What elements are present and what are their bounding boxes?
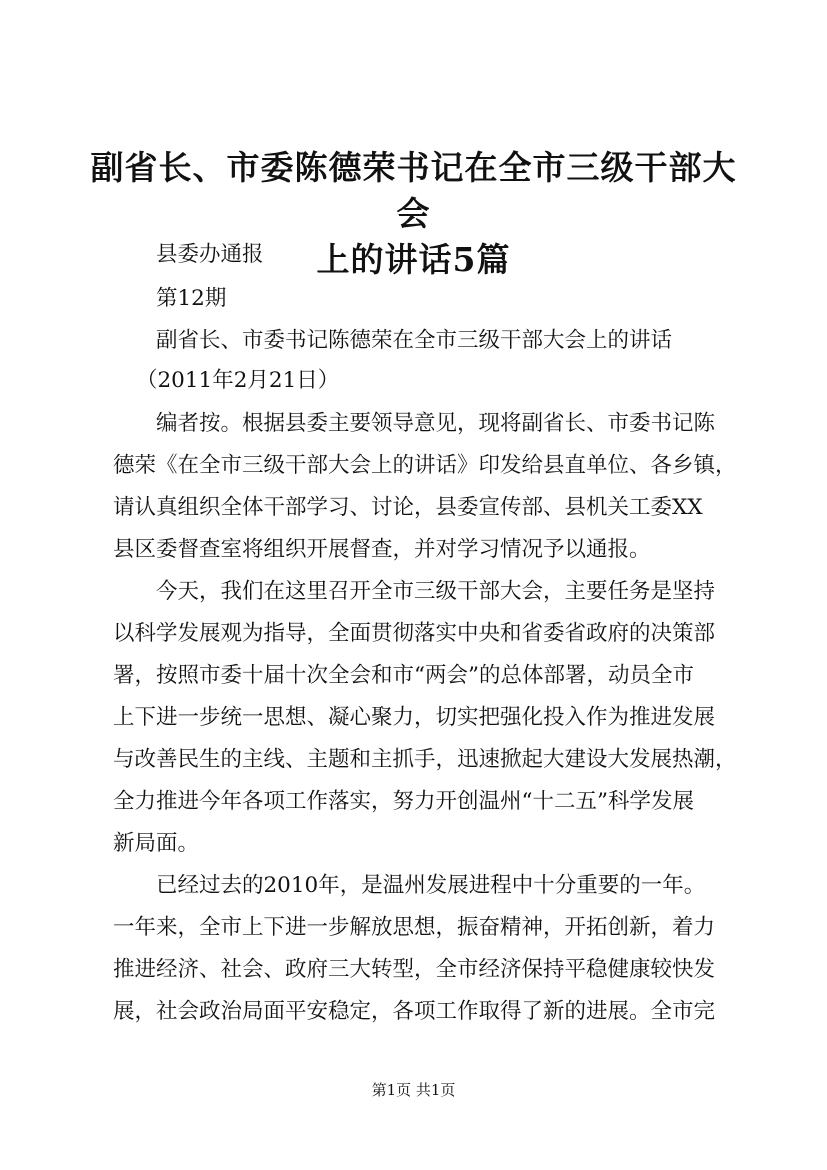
text-line: 编者按。根据县委主要领导意见，现将副省长、市委书记陈 [156,411,716,436]
text-line: 上下进一步统一思想、凝心聚力，切实把强化投入作为推进发展 [113,705,716,730]
text-line: 全力推进今年各项工作落实，努力开创温州“十二五”科学发展 [113,789,694,814]
text-line: 德荣《在全市三级干部大会上的讲话》印发给县直单位、各乡镇， [113,453,737,478]
speech-title: 副省长、市委书记陈德荣在全市三级干部大会上的讲话 [156,328,673,353]
text-line: 已经过去的2010年，是温州发展进程中十分重要的一年。 [156,873,706,898]
title-line-2: 上的讲话5篇 [316,240,511,279]
text-line: 请认真组织全体干部学习、讨论，县委宣传部、县机关工委XX [113,495,703,520]
text-line: 与改善民生的主线、主题和主抓手，迅速掀起大建设大发展热潮， [113,747,737,772]
text-line: 以科学发展观为指导，全面贯彻落实中央和省委省政府的决策部 [113,621,716,646]
text-line: 县区委督查室将组织开展督查，并对学习情况予以通报。 [113,537,651,562]
issue-number: 第12期 [156,286,227,311]
bulletin-name: 县委办通报 [156,242,264,267]
title-line-1: 副省长、市委陈德荣书记在全市三级干部大会 [90,148,737,233]
text-line: 一年来，全市上下进一步解放思想，振奋精神，开拓创新，着力 [113,915,716,940]
text-line: 新局面。 [113,831,200,856]
speech-date: （2011年2月21日） [136,368,340,393]
page-footer: 第1页 共1页 [371,1081,456,1099]
text-line: 展，社会政治局面平安稳定，各项工作取得了新的进展。全市完 [113,999,716,1024]
text-line: 署，按照市委十届十次全会和市“两会”的总体部署，动员全市 [113,663,694,688]
text-line: 推进经济、社会、政府三大转型，全市经济保持平稳健康较快发 [113,957,716,982]
text-line: 今天，我们在这里召开全市三级干部大会，主要任务是坚持 [156,579,716,604]
